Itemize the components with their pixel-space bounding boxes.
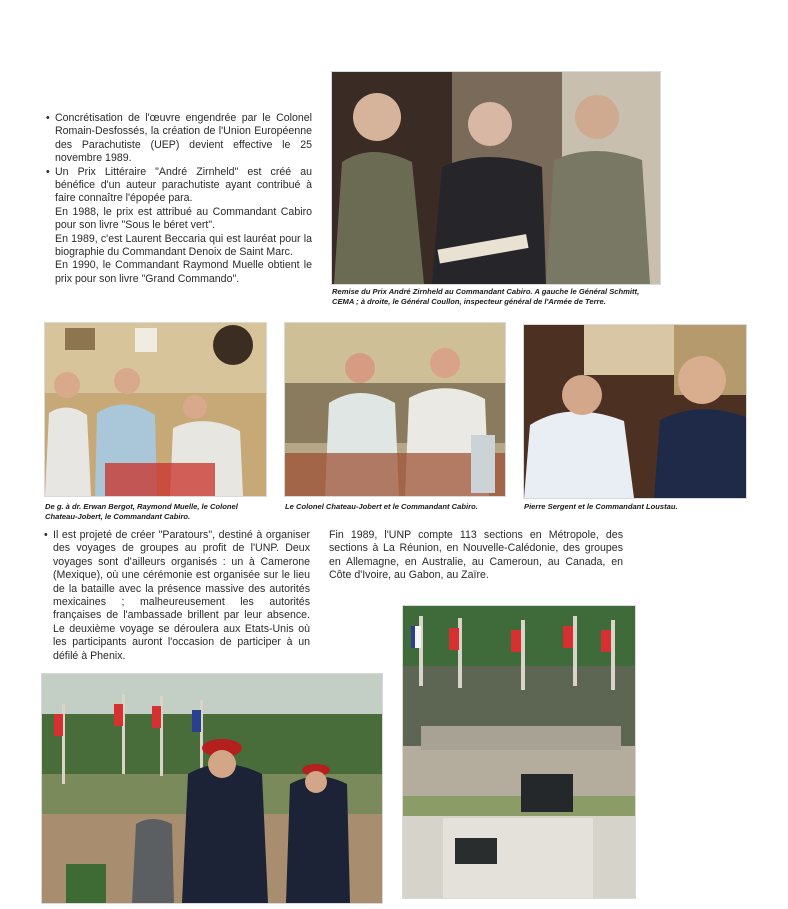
photo-ceremony <box>42 674 382 903</box>
bullet-prix: • Un Prix Littéraire "André Zirnheld" est créé au bénéfice d'un auteur parachutiste ayant contribué à faire connaître l'épopée para. <box>46 166 312 206</box>
bullet-paratours: • Il est projeté de créer "Paratours", destiné à organiser des voyages de groupes au profit de l'UNP. Deux voyages sont d'ailleurs organisés : un à Camerone (Mexique), où une cérémonie est organisée sur le lieu de la bataille avec la présence massive des autorités mexicaines ; malheureusement les autorités françaises de l'ambassade brillent par leur absence. Le deuxième voyage se déroulera aux Etats-Unis où les participants auront l'occasion de participer à un défilé à Phenix. <box>44 529 310 663</box>
caption-award: Remise du Prix André Zirnheld au Commandant Cabiro. A gauche le Général Schmitt, CEMA ; à droite, le Général Coullon, inspecteur général de l'Armée de Terre. <box>332 287 640 306</box>
line-1988: En 1988, le prix est attribué au Commandant Cabiro pour son livre "Sous le béret vert". <box>55 205 312 232</box>
photo-group-table <box>45 323 266 496</box>
unp-text: Fin 1989, l'UNP compte 113 sections en Métropole, des sections à La Réunion, en Nouvelle-Calédonie, des groupes en Allemagne, en Australie, au Cameroun, au Canada, en Côte d'Ivoire, au Gabon, au Zaïre. <box>329 529 623 582</box>
line-1989: En 1989, c'est Laurent Beccaria qui est lauréat pour la biographie du Commandant Denoix de Saint Marc. <box>55 232 312 259</box>
caption-sergent: Pierre Sergent et le Commandant Loustau. <box>524 502 678 511</box>
intro-text <box>46 112 312 286</box>
caption-group: De g. à dr. Erwan Bergot, Raymond Muelle, le Colonel Chateau-Jobert, le Commandant Cabiro. <box>45 502 238 521</box>
bullet-uep: • Concrétisation de l'œuvre engendrée par le Colonel Romain-Desfossés, la création de l'Union Européenne des Parachutiste (UEP) devient effective le 25 novembre 1989. <box>46 112 312 166</box>
photo-chateau-jobert-cabiro <box>285 323 505 496</box>
photo-sergent-loustau <box>524 325 746 498</box>
line-1990: En 1990, le Commandant Raymond Muelle obtient le prix pour son livre "Grand Commando". <box>55 259 312 285</box>
caption-chateau-jobert: Le Colonel Chateau-Jobert et le Commandant Cabiro. <box>285 502 478 511</box>
photo-memorial <box>403 606 635 898</box>
paratours-text <box>44 529 310 663</box>
photo-award-ceremony <box>332 72 660 284</box>
